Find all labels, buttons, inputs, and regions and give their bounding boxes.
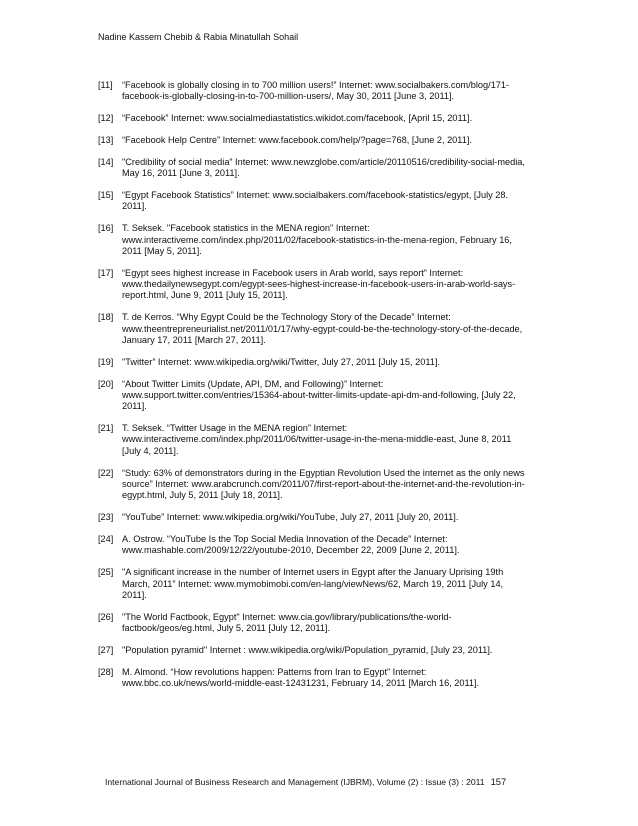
reference-text: T. Seksek. "Facebook statistics in the MENA region" Internet: www.interactiveme.com/index.php/2011/02/facebook-statistics-in-the-mena-region, February 16, 2011 [May 5, 2011]. <box>122 223 512 256</box>
reference-item <box>98 190 528 213</box>
reference-number: [13] <box>98 135 114 146</box>
reference-text: “Facebook” Internet: www.socialmediastatistics.wikidot.com/facebook, [April 15, 2011]. <box>122 113 473 124</box>
reference-number: [19] <box>98 356 114 367</box>
reference-number: [21] <box>98 423 114 434</box>
reference-number: [14] <box>98 156 114 167</box>
reference-item <box>98 512 528 523</box>
reference-item <box>98 312 528 346</box>
reference-item <box>98 223 528 257</box>
reference-number: [17] <box>98 267 114 278</box>
reference-text: “About Twitter Limits (Update, API, DM, and Following)” Internet: www.support.twitter.com/entries/15364-about-twitter-limits-update-api-dm-and-following, [July 22, 2011]. <box>122 378 516 412</box>
reference-text: "Twitter” Internet: www.wikipedia.org/wiki/Twitter, July 27, 2011 [July 15, 2011]. <box>122 356 440 367</box>
reference-number: [16] <box>98 223 114 234</box>
reference-item <box>98 357 528 368</box>
reference-text: “Egypt Facebook Statistics” Internet: www.socialbakers.com/facebook-statistics/egypt, [July 28. 2011]. <box>122 190 509 212</box>
reference-item <box>98 113 528 124</box>
reference-number: [12] <box>98 113 114 124</box>
reference-number: [20] <box>98 378 114 389</box>
page-number: 157 <box>490 776 507 787</box>
reference-item <box>98 468 528 502</box>
reference-text: "Population pyramid" Internet : www.wikipedia.org/wiki/Population_pyramid, [July 23, 2011]. <box>122 644 493 655</box>
reference-item <box>98 567 528 601</box>
reference-text: T. Seksek. “Twitter Usage in the MENA region” Internet: www.interactiveme.com/index.php/2011/06/twitter-usage-in-the-mena-middle-east, June 8, 2011 [July 4, 2011]. <box>122 423 512 456</box>
reference-item <box>98 612 528 635</box>
page-header-authors: Nadine Kassem Chebib & Rabia Minatullah Sohail <box>98 32 299 42</box>
reference-item <box>98 423 528 457</box>
reference-text: "A significant increase in the number of Internet users in Egypt after the January Uprising 19th March, 2011” Internet: www.mymobimobi.com/en-lang/viewNews/62, March 19, 2011 [July 14, 2011]. <box>122 567 504 600</box>
reference-item <box>98 80 528 103</box>
reference-number: [24] <box>98 534 114 545</box>
reference-number: [23] <box>98 512 114 523</box>
reference-number: [15] <box>98 190 114 201</box>
reference-text: “Study: 63% of demonstrators during in the Egyptian Revolution Used the internet as the only news source” Internet: www.arabcrunch.com/2011/07/first-report-about-the-internet-and-the-revolution-in-egypt.html, July 5, 2011 [July 18, 2011]. <box>122 467 525 501</box>
reference-number: [25] <box>98 567 114 578</box>
reference-item <box>98 667 528 690</box>
reference-item <box>98 135 528 146</box>
reference-item <box>98 379 528 413</box>
reference-text: M. Almond. “How revolutions happen: Patterns from Iran to Egypt” Internet: www.bbc.co.uk/news/world-middle-east-12431231, February 14, 2011 [March 16, 2011]. <box>122 666 480 689</box>
reference-text: "Credibility of social media” Internet: www.newzglobe.com/article/20110516/credibility-social-media, May 16, 2011 [June 3, 2011]. <box>122 156 525 179</box>
reference-list <box>98 80 528 700</box>
reference-text: "The World Factbook, Egypt" Internet: www.cia.gov/library/publications/the-world-factbook/geos/eg.html, July 5, 2011 [July 12, 2011]. <box>122 611 452 633</box>
reference-item <box>98 157 528 180</box>
reference-item <box>98 645 528 656</box>
reference-number: [26] <box>98 611 114 622</box>
reference-text: “Facebook Help Centre” Internet: www.facebook.com/help/?page=768, [June 2, 2011]. <box>122 135 472 146</box>
reference-number: [11] <box>98 80 113 90</box>
page-footer <box>105 776 506 787</box>
reference-text: “Egypt sees highest increase in Facebook users in Arab world, says report” Internet: www.thedailynewsegypt.com/egypt-sees-highest-increase-in-facebook-users-in-arab-world-says-report.html, June 9, 2011 [July 15, 2011]. <box>122 267 516 301</box>
reference-number: [28] <box>98 666 114 677</box>
reference-text: T. de Kerros. “Why Egypt Could be the Technology Story of the Decade” Internet: www.theentrepreneurialist.net/2011/01/17/why-egypt-could-be-the-technology-story-of-the-decade, January 17, 2011 [March 27, 2011]. <box>122 312 523 345</box>
reference-text: A. Ostrow. “YouTube Is the Top Social Media Innovation of the Decade” Internet: www.mashable.com/2009/12/22/youtube-2010, December 22, 2009 [June 2, 2011]. <box>122 534 460 556</box>
reference-text: “YouTube” Internet: www.wikipedia.org/wiki/YouTube, July 27, 2011 [July 20, 2011]. <box>122 512 459 523</box>
reference-number: [18] <box>98 312 114 323</box>
reference-number: [22] <box>98 467 114 478</box>
reference-text: “Facebook is globally closing in to 700 million users!” Internet: www.socialbakers.com/blog/171-facebook-is-globally-closing-in-to-700-million-users/, May 30, 2011 [June 3, 2011]. <box>122 80 510 102</box>
journal-citation: International Journal of Business Research and Management (IJBRM), Volume (2) : Issue (3) : 2011 <box>105 777 485 787</box>
reference-item <box>98 268 528 302</box>
reference-item <box>98 534 528 557</box>
reference-number: [27] <box>98 644 114 655</box>
